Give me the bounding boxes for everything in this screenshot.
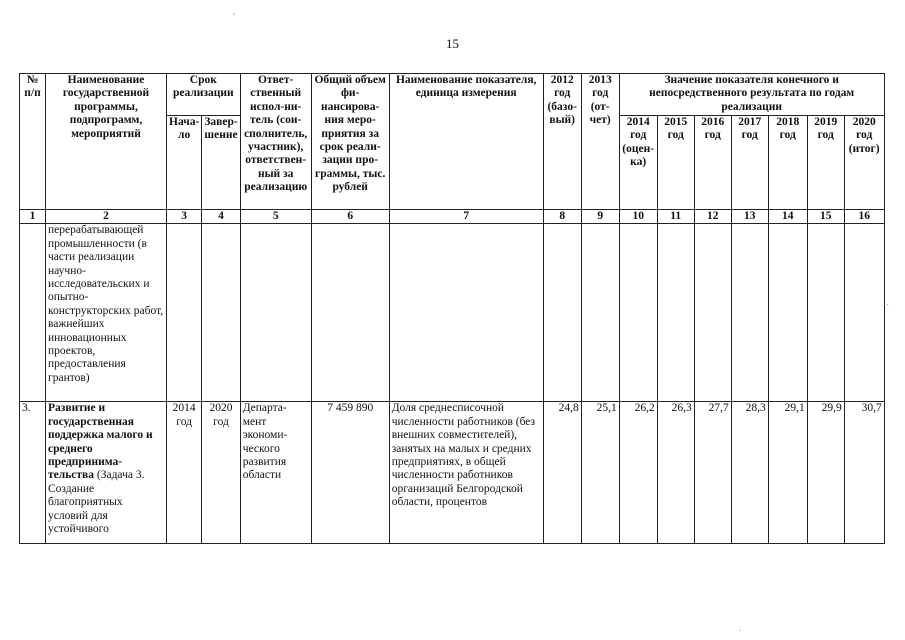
cell-2012: 24,8: [543, 402, 581, 544]
cell-empty: [619, 224, 657, 402]
header-no: № п/п: [20, 74, 46, 210]
col-num: 6: [311, 210, 389, 224]
col-num: 4: [202, 210, 240, 224]
scan-speck: ·: [886, 300, 890, 311]
cell-no: 3.: [20, 402, 46, 544]
cell-2018: 29,1: [768, 402, 807, 544]
header-2019: 2019 год: [807, 116, 844, 210]
cell-empty: [694, 224, 731, 402]
cell-2014: 26,2: [619, 402, 657, 544]
cell-empty: [807, 224, 844, 402]
col-num: 15: [807, 210, 844, 224]
header-funding: Общий объем фи-нансирова-ния меро-приятия за срок реали-зации про-граммы, тыс. рублей: [311, 74, 389, 210]
header-2017: 2017 год: [731, 116, 768, 210]
header-indicator: Наименование показателя, единица измерения: [389, 74, 543, 210]
table-row: [20, 402, 885, 544]
cell-empty: [311, 224, 389, 402]
header-start: Нача-ло: [167, 116, 202, 210]
scan-speck: ': [233, 12, 235, 23]
cell-2019: 29,9: [807, 402, 844, 544]
header-name: Наименование государственной программы, подпрограмм, мероприятий: [46, 74, 167, 210]
col-num: 8: [543, 210, 581, 224]
cell-2017: 28,3: [731, 402, 768, 544]
cell-empty: [844, 224, 884, 402]
scan-speck: ·: [738, 626, 742, 637]
cell-empty: [657, 224, 694, 402]
cell-empty: [389, 224, 543, 402]
page-number: 15: [446, 36, 459, 51]
cell-empty: [581, 224, 619, 402]
col-num: 3: [167, 210, 202, 224]
program-task: (Задача 3. Создание благоприятных условий для устойчивого: [48, 469, 145, 536]
header-values-group: Значение показателя конечного и непосредственного результата по годам реализации: [619, 74, 884, 116]
header-2020: 2020 год (итог): [844, 116, 884, 210]
col-num: 10: [619, 210, 657, 224]
header-2014: 2014 год (оцен-ка): [619, 116, 657, 210]
header-row-1: [20, 74, 885, 116]
cell-start: 2014 год: [167, 402, 202, 544]
col-num: 16: [844, 210, 884, 224]
col-num: 2: [46, 210, 167, 224]
cell-indicator: Доля среднесписочной численности работников (без внешних совместителей), занятых на малых и средних предприятиях, в общей численности работников организаций Белгородской области, процентов: [389, 402, 543, 544]
program-title: Развитие и государственная поддержка малого и среднего предпринима-тельства: [48, 402, 153, 482]
col-num: 11: [657, 210, 694, 224]
header-2015: 2015 год: [657, 116, 694, 210]
cell-empty: [202, 224, 240, 402]
col-num: 12: [694, 210, 731, 224]
cell-end: 2020 год: [202, 402, 240, 544]
column-number-row: [20, 210, 885, 224]
col-num: 1: [20, 210, 46, 224]
header-2012: 2012 год (базо-вый): [543, 74, 581, 210]
cell-funding: 7 459 890: [311, 402, 389, 544]
cell-empty: [768, 224, 807, 402]
header-2013: 2013 год (от-чет): [581, 74, 619, 210]
cell-responsible: Департа-мент экономи-ческого развития области: [240, 402, 311, 544]
col-num: 13: [731, 210, 768, 224]
header-2018: 2018 год: [768, 116, 807, 210]
header-responsible: Ответ-ственный испол-ни-тель (сои-сполнитель, участник), ответствен-ный за реализацию: [240, 74, 311, 210]
cell-empty: [240, 224, 311, 402]
col-num: 5: [240, 210, 311, 224]
cell-empty: [20, 224, 46, 402]
col-num: 14: [768, 210, 807, 224]
cell-name: [46, 402, 167, 544]
cell-2016: 27,7: [694, 402, 731, 544]
program-table: [19, 73, 885, 544]
col-num: 7: [389, 210, 543, 224]
cell-2015: 26,3: [657, 402, 694, 544]
header-2016: 2016 год: [694, 116, 731, 210]
cell-2020: 30,7: [844, 402, 884, 544]
cell-empty: [543, 224, 581, 402]
col-num: 9: [581, 210, 619, 224]
cell-empty: [731, 224, 768, 402]
cell-empty: [167, 224, 202, 402]
header-period: Срок реализации: [167, 74, 241, 116]
cell-2013: 25,1: [581, 402, 619, 544]
table-row: [20, 224, 885, 402]
header-end: Завер-шение: [202, 116, 240, 210]
cell-name-continued: перерабатывающей промышленности (в части реализации научно-исследовательских и опытно-конструкторских работ, важнейших инновационных проектов, предоставления грантов): [46, 224, 167, 402]
